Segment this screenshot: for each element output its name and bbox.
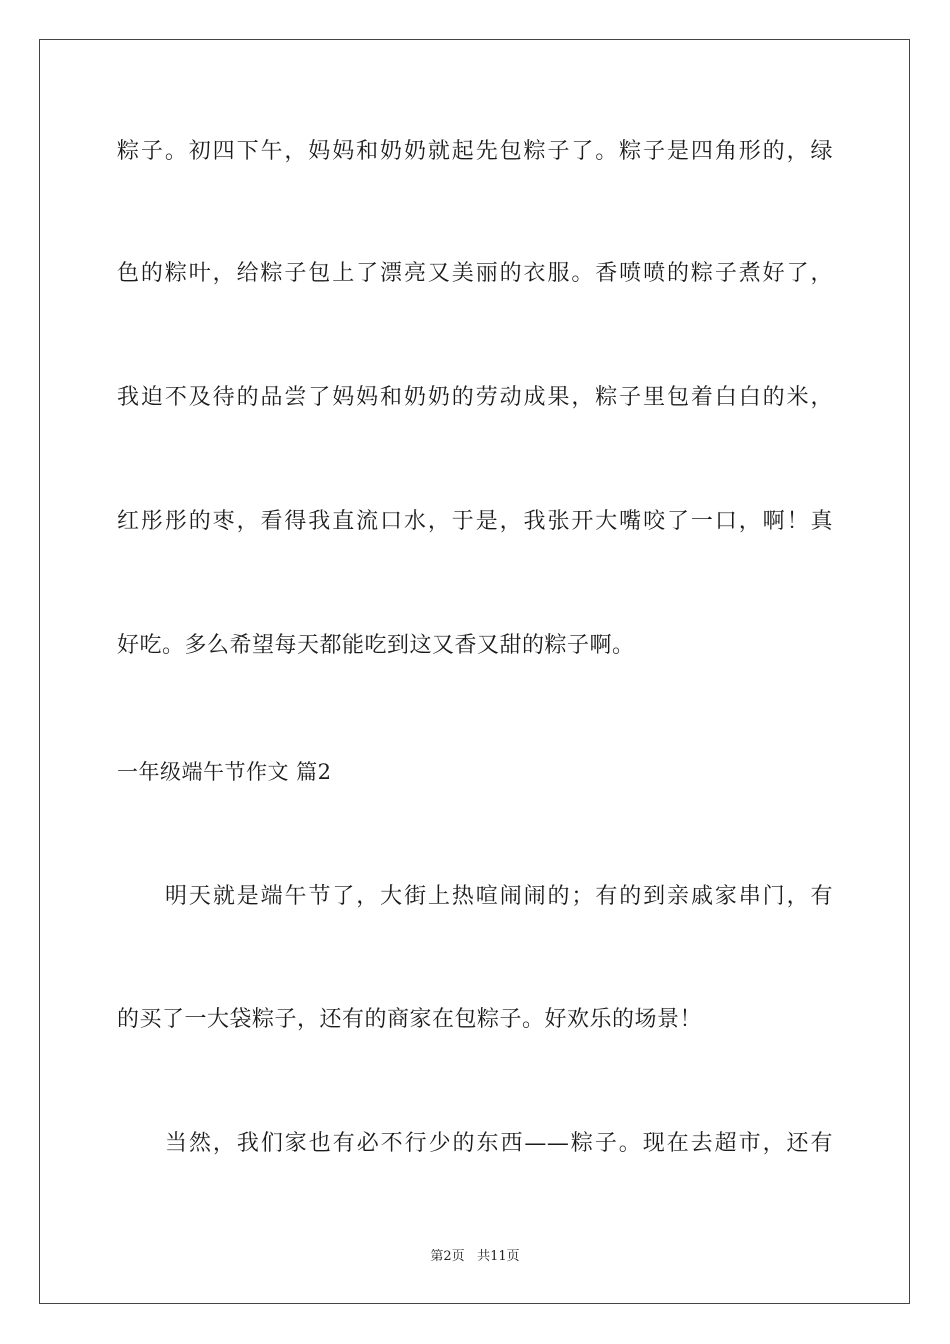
body-line-5: 好吃。多么希望每天都能吃到这又香又甜的粽子啊。	[117, 633, 635, 658]
page-footer	[0, 1248, 950, 1266]
paragraph2-line-2: 的买了一大袋粽子，还有的商家在包粽子。好欢乐的场景！	[117, 1007, 703, 1032]
paragraph2-line-1: 明天就是端午节了，大街上热喧闹闹的；有的到亲戚家串门，有	[165, 884, 833, 909]
body-line-4: 红彤彤的枣，看得我直流口水，于是，我张开大嘴咬了一口，啊！真	[117, 509, 833, 534]
body-line-2: 色的粽叶，给粽子包上了漂亮又美丽的衣服。香喷喷的粽子煮好了，	[117, 261, 833, 286]
page-number: 第2页	[430, 1249, 465, 1264]
body-line-3: 我迫不及待的品尝了妈妈和奶奶的劳动成果，粽子里包着白白的米，	[117, 385, 833, 410]
total-pages: 共11页	[477, 1249, 520, 1264]
page-border	[39, 39, 910, 1304]
section-heading: 一年级端午节作文 篇2	[117, 760, 332, 784]
paragraph3-line-1: 当然，我们家也有必不行少的东西——粽子。现在去超市，还有	[165, 1131, 833, 1156]
body-line-1: 粽子。初四下午，妈妈和奶奶就起先包粽子了。粽子是四角形的，绿	[117, 139, 833, 164]
